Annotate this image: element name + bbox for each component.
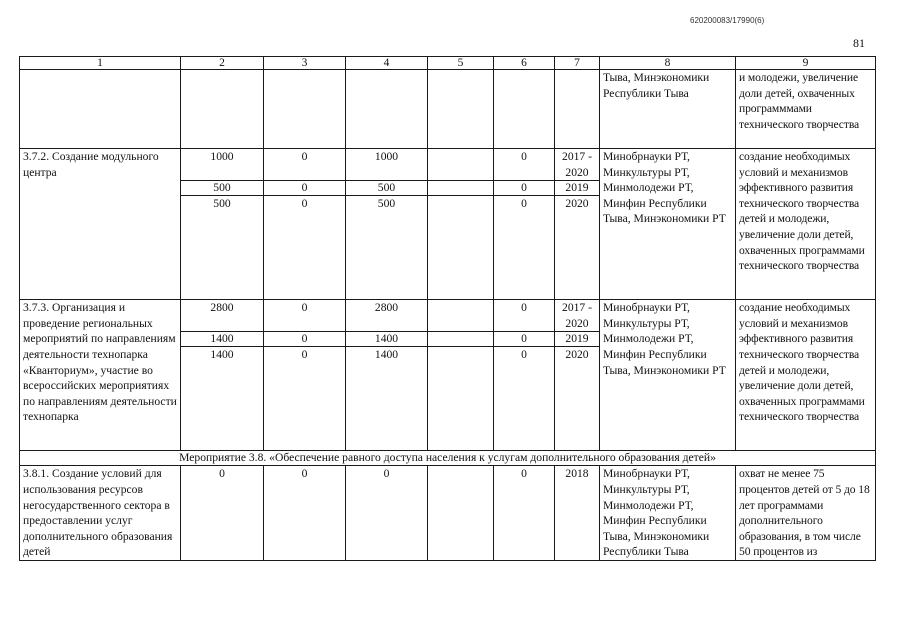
value-cell: 0 bbox=[264, 466, 346, 561]
executors-cell: Минобрнауки РТ, Минкультуры РТ, Минмолодежи РТ, Минфин Республики Тыва, Минэкономики РТ bbox=[600, 300, 736, 451]
value-cell: 1000 bbox=[346, 149, 428, 181]
value-cell bbox=[428, 332, 494, 347]
empty-cell bbox=[428, 70, 494, 149]
value-cell: 0 bbox=[494, 181, 555, 196]
result-cell: создание необходимых условий и механизмов эффективного развития технического творчества детей и молодежи, увеличение доли детей, охваченных программами технического творчества bbox=[736, 149, 876, 300]
result-cell: создание необходимых условий и механизмов эффективного развития технического творчества детей и молодежи, увеличение доли детей, охваченных программами технического творчества bbox=[736, 300, 876, 451]
result-cell: охват не менее 75 процентов детей от 5 до 18 лет программами дополнительного образования, в том числе 50 процентов из bbox=[736, 466, 876, 561]
column-number-row bbox=[20, 57, 876, 70]
column-number: 6 bbox=[494, 57, 555, 70]
empty-cell bbox=[264, 70, 346, 149]
value-cell bbox=[428, 196, 494, 300]
value-cell: 1000 bbox=[181, 149, 264, 181]
period-cell: 2019 bbox=[555, 332, 600, 347]
table-row bbox=[20, 466, 876, 561]
program-table bbox=[19, 56, 876, 561]
period-cell: 2017 - 2020 bbox=[555, 300, 600, 332]
value-cell: 0 bbox=[264, 300, 346, 332]
value-cell: 500 bbox=[181, 181, 264, 196]
value-cell: 0 bbox=[494, 300, 555, 332]
value-cell: 0 bbox=[264, 149, 346, 181]
value-cell: 500 bbox=[181, 196, 264, 300]
document-id: 620200083/17990(6) bbox=[690, 16, 765, 25]
period-cell: 2018 bbox=[555, 466, 600, 561]
value-cell bbox=[428, 347, 494, 451]
value-cell bbox=[428, 466, 494, 561]
column-number: 5 bbox=[428, 57, 494, 70]
column-number: 1 bbox=[20, 57, 181, 70]
value-cell: 0 bbox=[181, 466, 264, 561]
value-cell: 1400 bbox=[346, 347, 428, 451]
value-cell: 0 bbox=[494, 196, 555, 300]
column-number: 7 bbox=[555, 57, 600, 70]
value-cell: 0 bbox=[264, 196, 346, 300]
table-row bbox=[20, 149, 876, 181]
value-cell: 2800 bbox=[181, 300, 264, 332]
column-number: 3 bbox=[264, 57, 346, 70]
executors-cell: Тыва, Минэкономики Республики Тыва bbox=[600, 70, 736, 149]
empty-cell bbox=[555, 70, 600, 149]
executors-cell: Минобрнауки РТ, Минкультуры РТ, Минмолодежи РТ, Минфин Республики Тыва, Минэкономики Республики Тыва bbox=[600, 466, 736, 561]
value-cell: 1400 bbox=[181, 332, 264, 347]
empty-cell bbox=[346, 70, 428, 149]
value-cell: 0 bbox=[494, 332, 555, 347]
result-cell: и молодежи, увеличение доли детей, охваченных программмами технического творчества bbox=[736, 70, 876, 149]
empty-cell bbox=[494, 70, 555, 149]
value-cell: 0 bbox=[494, 466, 555, 561]
value-cell: 0 bbox=[264, 332, 346, 347]
value-cell: 2800 bbox=[346, 300, 428, 332]
value-cell bbox=[428, 149, 494, 181]
value-cell: 0 bbox=[346, 466, 428, 561]
value-cell: 500 bbox=[346, 181, 428, 196]
period-cell: 2019 bbox=[555, 181, 600, 196]
value-cell: 500 bbox=[346, 196, 428, 300]
executors-cell: Минобрнауки РТ, Минкультуры РТ, Минмолодежи РТ, Минфин Республики Тыва, Минэкономики РТ bbox=[600, 149, 736, 300]
value-cell bbox=[428, 300, 494, 332]
value-cell: 0 bbox=[494, 149, 555, 181]
activity-name: 3.7.2. Создание модульного центра bbox=[20, 149, 181, 300]
continuation-row bbox=[20, 70, 876, 149]
section-title: Мероприятие 3.8. «Обеспечение равного доступа населения к услугам дополнительного образования детей» bbox=[20, 451, 876, 466]
empty-cell bbox=[20, 70, 181, 149]
column-number: 8 bbox=[600, 57, 736, 70]
column-number: 2 bbox=[181, 57, 264, 70]
value-cell: 1400 bbox=[181, 347, 264, 451]
activity-name: 3.7.3. Организация и проведение региональных мероприятий по направлениям деятельности технопарка «Кванториум», участие во всероссийских мероприятиях по направлениям деятельности технопарка bbox=[20, 300, 181, 451]
column-number: 4 bbox=[346, 57, 428, 70]
table-row bbox=[20, 300, 876, 332]
period-cell: 2020 bbox=[555, 196, 600, 300]
activity-name: 3.8.1. Создание условий для использования ресурсов негосударственного сектора в предоставлении услуг дополнительного образования детей bbox=[20, 466, 181, 561]
value-cell: 0 bbox=[264, 181, 346, 196]
value-cell: 0 bbox=[494, 347, 555, 451]
value-cell: 0 bbox=[264, 347, 346, 451]
section-title-row bbox=[20, 451, 876, 466]
value-cell: 1400 bbox=[346, 332, 428, 347]
column-number: 9 bbox=[736, 57, 876, 70]
period-cell: 2017 - 2020 bbox=[555, 149, 600, 181]
page-number: 81 bbox=[853, 36, 865, 50]
value-cell bbox=[428, 181, 494, 196]
empty-cell bbox=[181, 70, 264, 149]
period-cell: 2020 bbox=[555, 347, 600, 451]
